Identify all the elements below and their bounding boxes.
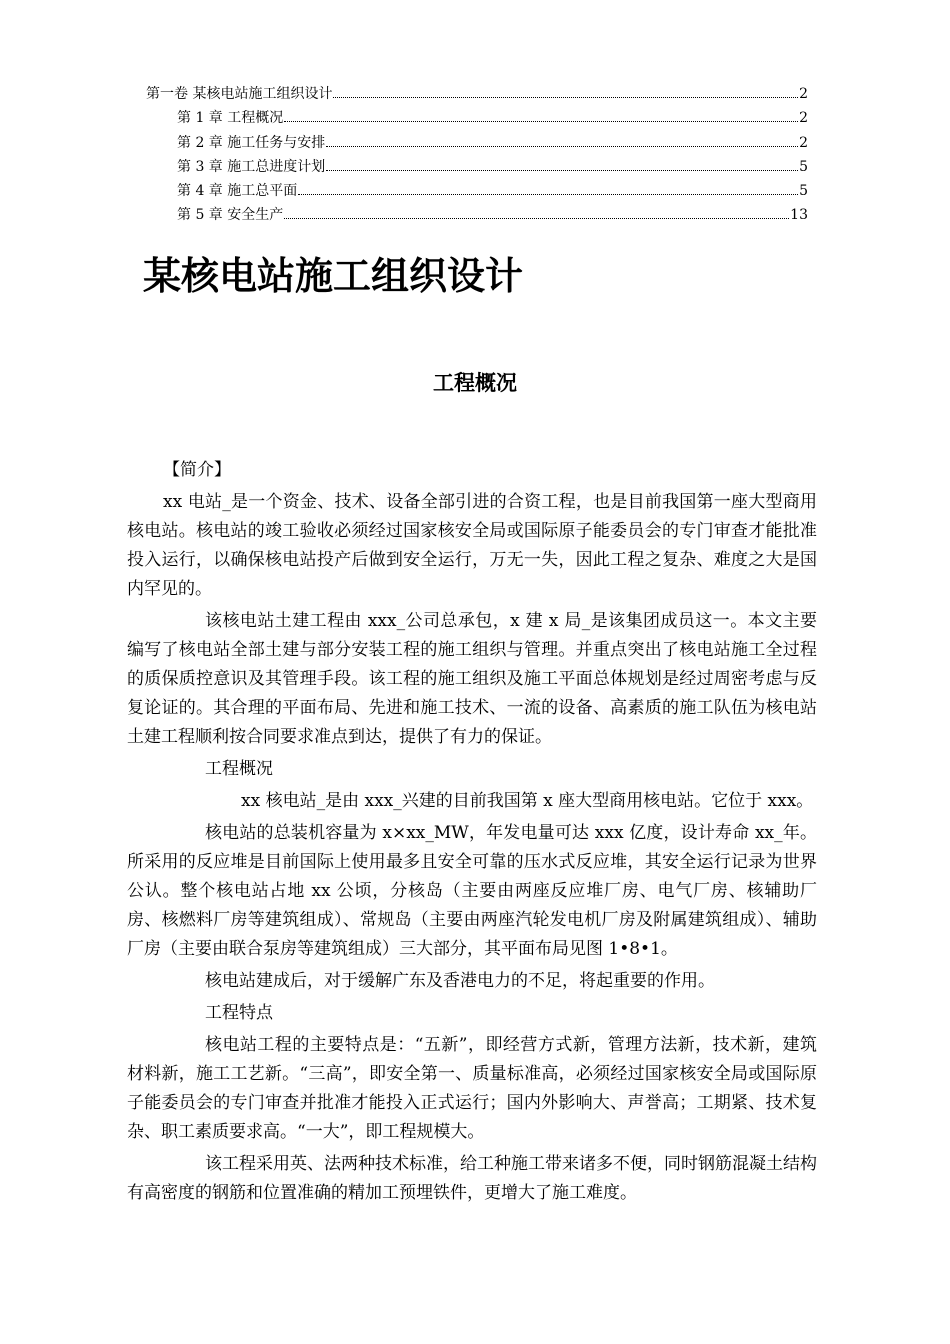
toc-dot-leader: [333, 97, 798, 98]
subheading-features: 工程特点: [205, 1003, 273, 1023]
toc-dot-leader: [298, 194, 798, 195]
table-of-contents: [146, 82, 808, 228]
toc-entry-title: 第 4 章 施工总平面: [177, 183, 298, 200]
toc-entry-title: 第 2 章 施工任务与安排: [177, 134, 326, 151]
paragraph-features: 核电站工程的主要特点是：“五新”，即经营方式新，管理方法新，技术新，建筑材料新，施工工艺新。“三高”，即安全第一、质量标准高，必须经过国家核安全局或国际原子能委员会的专门审查并批准才能投入正式运行；国内外影响大、声誉高；工期紧、技术复杂、职工素质要求高。“一大”，即工程规模大。: [127, 1035, 817, 1142]
subheading-overview: 工程概况: [205, 759, 273, 779]
toc-dot-leader: [284, 218, 789, 219]
toc-entry-chapter-2[interactable]: [146, 131, 808, 155]
paragraph-capacity: 核电站的总装机容量为 x×xx_MW，年发电量可达 xxx 亿度，设计寿命 xx_年。所采用的反应堆是目前国际上使用最多且安全可靠的压水式反应堆，其安全运行记录为世界公认。整个核电站占地 xx 公顷，分核岛（主要由两座反应堆厂房、电气厂房、核辅助厂房、核燃料厂房等建筑组成）、常规岛（主要由两座汽轮发电机厂房及附属建筑组成）、辅助厂房（主要由联合泵房等建筑组成）三大部分，其平面布局见图 1•8•1。: [127, 823, 817, 959]
document-title: 某核电站施工组织设计: [143, 254, 524, 298]
intro-label: 【简介】: [163, 460, 231, 480]
toc-entry-chapter-3[interactable]: [146, 155, 808, 179]
paragraph-location: xx 核电站_是由 xxx_兴建的目前我国第 x 座大型商用核电站。它位于 xxx。: [241, 791, 814, 811]
toc-entry-chapter-5[interactable]: [146, 203, 808, 227]
toc-entry-title: 第一卷 某核电站施工组织设计: [146, 86, 333, 102]
toc-entry-page: 5: [799, 183, 808, 200]
toc-dot-leader: [326, 170, 798, 171]
paragraph-significance: 核电站建成后，对于缓解广东及香港电力的不足，将起重要的作用。: [205, 971, 715, 991]
section-title: 工程概况: [433, 371, 517, 395]
paragraph-contractor: 该核电站土建工程由 xxx_公司总承包，x 建 x 局_是该集团成员这一。本文主要编写了核电站全部土建与部分安装工程的施工组织与管理。并重点突出了核电站施工全过程的质保质控意识及其管理手段。该工程的施工组织及施工平面总体规划是经过周密考虑与反复论证的。其合理的平面布局、先进和施工技术、一流的设备、高素质的施工队伍为核电站土建工程顺利按合同要求准点到达，提供了有力的保证。: [127, 611, 817, 747]
toc-entry-page: 2: [799, 86, 808, 102]
toc-entry-title: 第 1 章 工程概况: [177, 110, 284, 127]
toc-entry-title: 第 3 章 施工总进度计划: [177, 158, 326, 175]
toc-entry-volume-1[interactable]: [146, 82, 808, 106]
toc-entry-page: 2: [799, 134, 808, 151]
toc-entry-page: 13: [790, 207, 808, 224]
document-body: [127, 456, 817, 1211]
toc-dot-leader: [326, 146, 798, 147]
toc-entry-chapter-4[interactable]: [146, 179, 808, 203]
toc-entry-title: 第 5 章 安全生产: [177, 207, 284, 224]
paragraph-intro: xx 电站_是一个资金、技术、设备全部引进的合资工程，也是目前我国第一座大型商用核电站。核电站的竣工验收必须经过国家核安全局或国际原子能委员会的专门审查才能批准投入运行，以确保核电站投产后做到安全运行，万无一失，因此工程之复杂、难度之大是国内罕见的。: [127, 492, 817, 599]
toc-dot-leader: [284, 121, 798, 122]
toc-entry-page: 2: [799, 110, 808, 127]
toc-entry-page: 5: [799, 158, 808, 175]
toc-entry-chapter-1[interactable]: [146, 106, 808, 130]
paragraph-standards: 该工程采用英、法两种技术标准，给工种施工带来诸多不便，同时钢筋混凝土结构有高密度的钢筋和位置准确的精加工预埋铁件，更增大了施工难度。: [127, 1154, 817, 1203]
